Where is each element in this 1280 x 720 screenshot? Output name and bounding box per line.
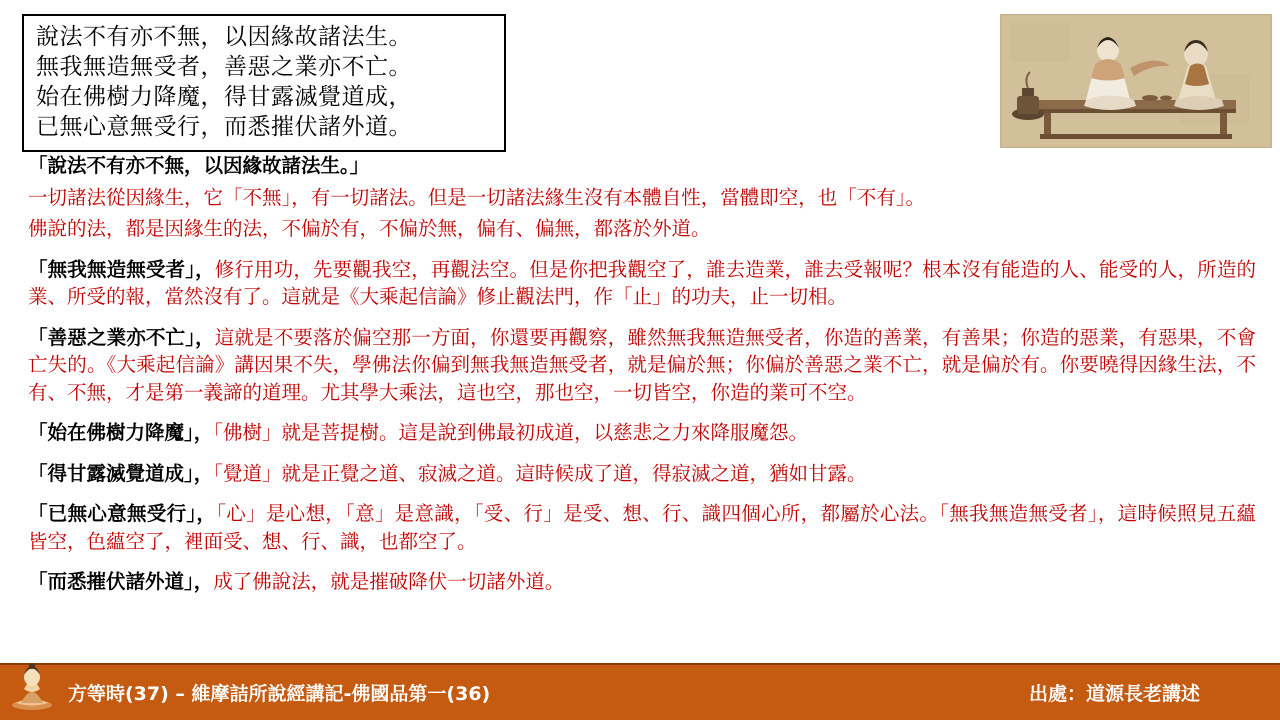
buddha-emblem-icon: [8, 659, 56, 711]
paragraph-6: [28, 419, 1256, 447]
paragraph-9-quote: 「而悉摧伏諸外道」，: [28, 570, 214, 593]
verse-line-4: 已無心意無受行，而悉摧伏諸外道。: [36, 114, 412, 140]
paragraph-7: [28, 460, 1256, 488]
lecture-body: [28, 152, 1256, 600]
paragraph-4-body: 修行用功，先要觀我空，再觀法空。但是你把我觀空了，誰去造業，誰去受報呢？根本沒有能造的人、能受的人，所造的業、所受的報，當然沒有了。這就是《大乘起信論》修止觀法門，作「止」的功夫，止一切相。: [28, 257, 1256, 308]
paragraph-9: [28, 568, 1256, 596]
verse-line-1: 說法不有亦不無，以因緣故諸法生。: [36, 24, 412, 50]
paragraph-7-body: 「覺道」就是正覺之道、寂滅之道。這時候成了道，得寂滅之道，猶如甘露。: [213, 461, 867, 485]
verse-line-2: 無我無造無受者，善惡之業亦不亡。: [36, 54, 412, 80]
paragraph-3: [28, 215, 1256, 243]
paragraph-5-quote: 「善惡之業亦不亡」，: [28, 325, 215, 349]
scroll-painting-svg: [1000, 14, 1272, 148]
footer-source: 出處：道源長老講述: [1028, 683, 1200, 705]
footer-bar: [0, 663, 1280, 720]
paragraph-8-body: 「心」是心想，「意」是意識，「受、行」是受、想、行、識四個心所，都屬於心法。「無我無造無受者」，這時候照見五蘊皆空，色蘊空了，裡面受、想、行、識，也都空了。: [28, 502, 1256, 553]
paragraph-5-body: 這就是不要落於偏空那一方面，你還要再觀察，雖然無我無造無受者，你造的善業，有善果；你造的惡業，有惡果，不會亡失的。《大乘起信論》講因果不失，學佛法你偏到無我無造無受者，就是偏於無；你偏於善惡之業不亡，就是偏於有。你要曉得因緣生法，不有、不無，才是第一義諦的道理。尤其學大乘法，這也空，那也空，一切皆空，你造的業可不空。: [28, 325, 1256, 404]
paragraph-6-quote: 「始在佛樹力降魔」，: [28, 421, 214, 444]
paragraph-4-quote: 「無我無造無受者」，: [28, 257, 215, 281]
footer-title: 方等時(37) – 維摩詰所說經講記-佛國品第一(36): [68, 683, 491, 705]
paragraph-2-body: 一切諸法從因緣生，它「不無」，有一切諸法。但是一切諸法緣生沒有本體自性，當體即空，也「不有」。: [28, 185, 926, 209]
paragraph-7-quote: 「得甘露滅覺道成」，: [28, 461, 214, 485]
paragraph-2: [28, 184, 1256, 212]
paragraph-4: [28, 256, 1256, 311]
paragraph-8: [28, 500, 1256, 555]
paragraph-3-body: 佛說的法，都是因緣生的法，不偏於有，不偏於無，偏有、偏無，都落於外道。: [28, 217, 711, 240]
buddhist-scroll-painting: [1000, 14, 1272, 148]
paragraph-8-quote: 「已無心意無受行」，: [28, 502, 217, 525]
paragraph-5: [28, 324, 1256, 407]
paragraph-9-body: 成了佛說法，就是摧破降伏一切諸外道。: [213, 570, 565, 593]
verse-box: [22, 14, 506, 152]
paragraph-1: [28, 152, 1256, 180]
paragraph-1-quote: 「說法不有亦不無，以因緣故諸法生。」: [28, 154, 370, 177]
verse-line-3: 始在佛樹力降魔，得甘露滅覺道成，: [36, 84, 412, 110]
paragraph-6-body: 「佛樹」就是菩提樹。這是說到佛最初成道，以慈悲之力來降服魔怨。: [213, 421, 809, 444]
